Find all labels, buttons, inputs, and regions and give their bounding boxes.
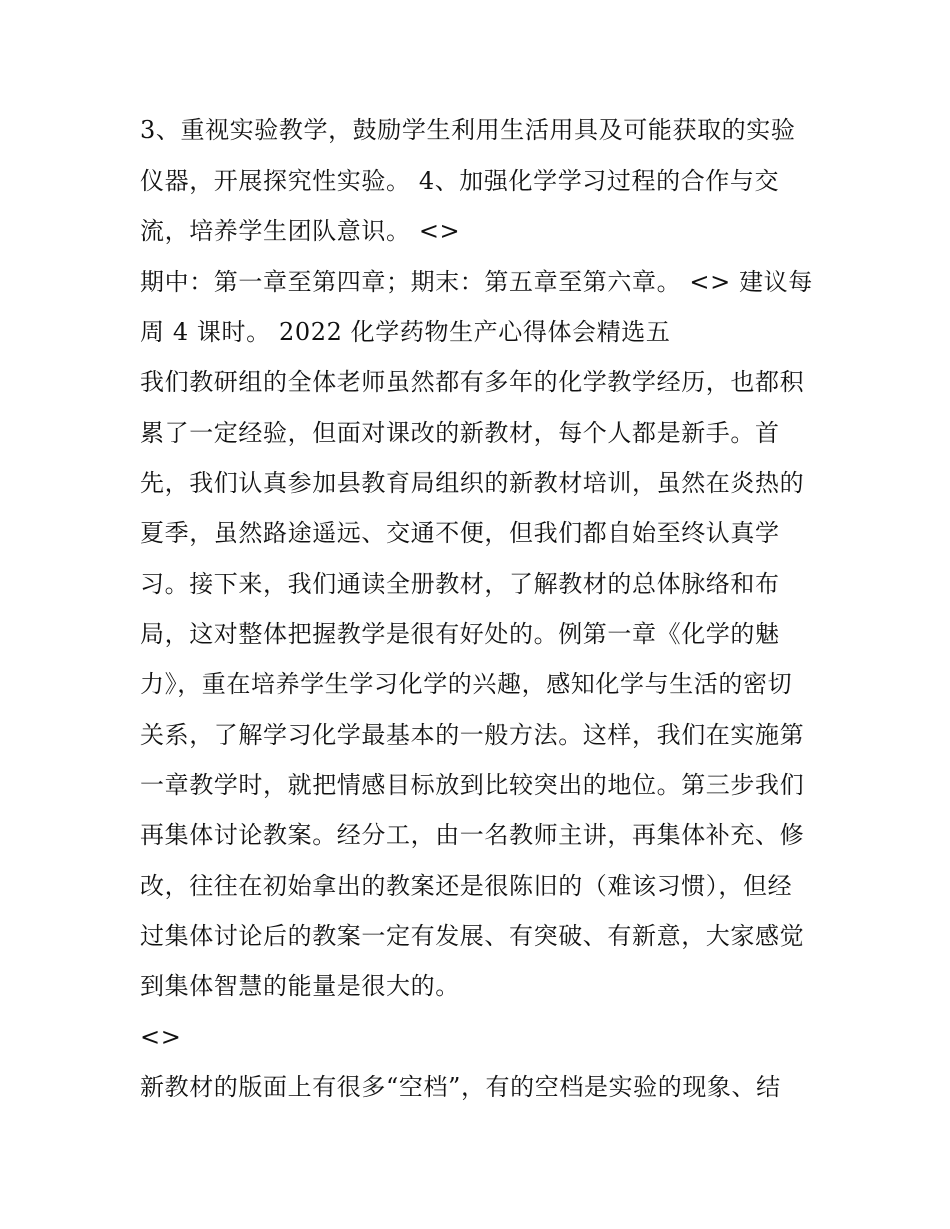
- text-line: 3、重视实验教学，鼓励学生利用生活用具及可能获取的实验: [140, 116, 796, 144]
- text-line: 累了一定经验，但面对课改的新教材，每个人都是新手。首: [140, 419, 780, 447]
- text-line: <>: [140, 1023, 182, 1051]
- text-line: 到集体智慧的能量是很大的。: [140, 972, 460, 1000]
- text-line: 改，往往在初始拿出的教案还是很陈旧的（难该习惯），但经: [140, 872, 793, 900]
- text-line: 关系，了解学习化学最基本的一般方法。这样，我们在实施第: [140, 721, 805, 749]
- text-line: 新教材的版面上有很多“空档”，有的空档是实验的现象、结: [140, 1073, 781, 1101]
- text-line: 期中：第一章至第四章；期末：第五章至第六章。 <> 建议每: [140, 268, 813, 296]
- text-line: 习。接下来，我们通读全册教材，了解教材的总体脉络和布: [140, 570, 780, 598]
- text-line: 周 4 课时。 2022 化学药物生产心得体会精选五: [140, 318, 671, 346]
- text-line: 流，培养学生团队意识。 <>: [140, 217, 461, 245]
- text-line: 再集体讨论教案。经分工，由一名教师主讲，再集体补充、修: [140, 821, 805, 849]
- text-line: 我们教研组的全体老师虽然都有多年的化学教学经历，也都积: [140, 368, 805, 396]
- text-line: 先，我们认真参加县教育局组织的新教材培训，虽然在炎热的: [140, 469, 805, 497]
- text-line: 局，这对整体把握教学是很有好处的。例第一章《化学的魅: [140, 620, 780, 648]
- text-line: 一章教学时，就把情感目标放到比较突出的地位。第三步我们: [140, 771, 805, 799]
- text-line: 仪器，开展探究性实验。 4、加强化学学习过程的合作与交: [140, 167, 780, 195]
- text-line: 过集体讨论后的教案一定有发展、有突破、有新意，大家感觉: [140, 922, 805, 950]
- text-line: 夏季，虽然路途遥远、交通不便，但我们都自始至终认真学: [140, 519, 780, 547]
- text-line: 力》，重在培养学生学习化学的兴趣，感知化学与生活的密切: [140, 670, 793, 698]
